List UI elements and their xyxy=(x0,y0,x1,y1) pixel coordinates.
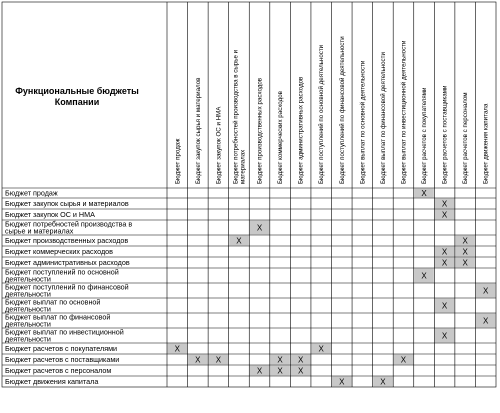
row-label-text: Бюджет продаж xyxy=(5,188,58,198)
mark-x: X xyxy=(256,366,263,376)
row-label-text: деятельности xyxy=(5,334,51,344)
mark-x: X xyxy=(483,316,489,326)
row-label-text: Бюджет административных расходов xyxy=(5,258,130,268)
column-header xyxy=(339,36,346,184)
mark-x: X xyxy=(339,377,345,387)
column-header xyxy=(442,85,449,184)
mark-x: X xyxy=(400,355,407,365)
mark-x: X xyxy=(441,258,448,268)
column-header-text: Бюджет движения капитала xyxy=(482,103,490,184)
column-header xyxy=(215,106,222,184)
mark-x: X xyxy=(277,366,283,376)
mark-x: X xyxy=(483,286,489,296)
column-header xyxy=(400,40,407,184)
row-label-text: Бюджет движения капитала xyxy=(5,377,99,387)
column-header xyxy=(380,52,387,184)
table-title-line-2: Компании xyxy=(54,97,100,107)
mark-x: X xyxy=(441,247,448,257)
row-label xyxy=(5,328,124,344)
column-header-text: Бюджет потребностей производства в сырье и xyxy=(232,49,240,184)
row-label-text: Бюджет потребностей производства в xyxy=(5,219,133,229)
column-header xyxy=(318,44,325,184)
row-label xyxy=(5,236,128,245)
column-header xyxy=(359,60,366,184)
row-label-text: сырье и материалах xyxy=(5,226,74,236)
column-header-text: Бюджет продаж xyxy=(174,138,182,184)
row-label xyxy=(5,283,129,299)
column-header-text: Бюджет закупок сырья и материалов xyxy=(194,77,202,184)
row-label-text: деятельности xyxy=(5,289,51,299)
column-header-text: Бюджет выплат по инвестиционной деятельности xyxy=(400,40,408,184)
column-header xyxy=(298,76,305,184)
mark-x: X xyxy=(256,223,263,233)
row-label xyxy=(5,220,132,236)
row-label-text: Бюджет поступлений по финансовой xyxy=(5,282,129,292)
column-header-text: Бюджет расчетов с персоналом xyxy=(462,92,470,184)
row-label xyxy=(5,377,98,386)
mark-x: X xyxy=(462,247,468,257)
mark-x: X xyxy=(318,344,324,354)
column-header-text: Бюджет поступлений по финансовой деятельности xyxy=(338,36,346,184)
mark-x: X xyxy=(236,236,242,246)
column-header xyxy=(277,90,284,184)
mark-x: X xyxy=(174,344,180,354)
column-header xyxy=(421,87,428,184)
column-header xyxy=(232,49,246,184)
mark-x: X xyxy=(441,331,448,341)
mark-x: X xyxy=(462,258,468,268)
column-header xyxy=(257,77,264,184)
row-label xyxy=(5,366,111,375)
column-header-text: Бюджет производственных расходов xyxy=(256,77,264,184)
row-label xyxy=(5,199,129,208)
column-header xyxy=(174,138,181,184)
row-label-text: Бюджет выплат по инвестиционной xyxy=(5,327,124,337)
table-title-line-1: Функциональные бюджеты xyxy=(15,86,139,96)
row-label xyxy=(5,189,58,198)
row-label-text: деятельности xyxy=(5,274,51,284)
row-label-text: Бюджет выплат по финансовой xyxy=(5,312,111,322)
mark-x: X xyxy=(380,377,386,387)
row-label xyxy=(5,313,110,329)
row-label xyxy=(5,247,113,256)
column-header-text: Бюджет выплат по финансовой деятельности xyxy=(379,52,387,184)
column-header-text: Бюджет расчетов с поставщиками xyxy=(441,85,449,184)
row-label-text: деятельности xyxy=(5,304,51,314)
column-header-text: Бюджет выплат по основной деятельности xyxy=(359,60,367,184)
row-label-text: Бюджет производственных расходов xyxy=(5,236,129,246)
row-label xyxy=(5,344,117,353)
column-headers xyxy=(174,36,489,184)
column-header-text: Бюджет поступлений по основной деятельности xyxy=(318,44,326,184)
column-header-text: Бюджет закупок ОС и НМА xyxy=(215,106,223,184)
column-header xyxy=(462,92,469,184)
row-label-text: Бюджет закупок сырья и материалов xyxy=(5,199,129,209)
column-header-text: Бюджет коммерческих расходов xyxy=(277,91,285,184)
row-label-text: Бюджет поступлений по основной xyxy=(5,267,119,277)
mark-x: X xyxy=(441,210,448,220)
row-label-text: Бюджет расчетов с персоналом xyxy=(5,366,112,376)
mark-x: X xyxy=(297,355,304,365)
column-header-text: Бюджет административных расходов xyxy=(297,76,305,184)
row-label xyxy=(5,268,119,284)
mark-x: X xyxy=(462,236,468,246)
row-label-text: Бюджет выплат по основной xyxy=(5,297,101,307)
mark-x: X xyxy=(277,355,283,365)
row-label xyxy=(5,298,100,314)
mark-x: X xyxy=(421,271,427,281)
row-label-text: Бюджет расчетов с покупателями xyxy=(5,344,118,354)
row-label-text: деятельности xyxy=(5,319,51,329)
row-label xyxy=(5,210,95,219)
row-label xyxy=(5,258,130,267)
mark-x: X xyxy=(195,355,201,365)
column-header-text: материалах xyxy=(239,149,247,184)
mark-x: X xyxy=(441,199,448,209)
row-label-text: Бюджет закупок ОС и НМА xyxy=(5,210,95,220)
mark-x: X xyxy=(215,355,222,365)
row-label xyxy=(5,355,119,364)
column-header xyxy=(483,103,490,184)
mark-x: X xyxy=(441,301,448,311)
row-label-text: Бюджет расчетов с поставщиками xyxy=(5,355,120,365)
mark-x: X xyxy=(297,366,304,376)
row-label-text: Бюджет коммерческих расходов xyxy=(5,247,113,257)
column-header-text: Бюджет расчетов с покупателями xyxy=(421,87,429,184)
mark-x: X xyxy=(421,189,427,198)
row-labels xyxy=(5,189,132,387)
column-header xyxy=(195,77,202,184)
